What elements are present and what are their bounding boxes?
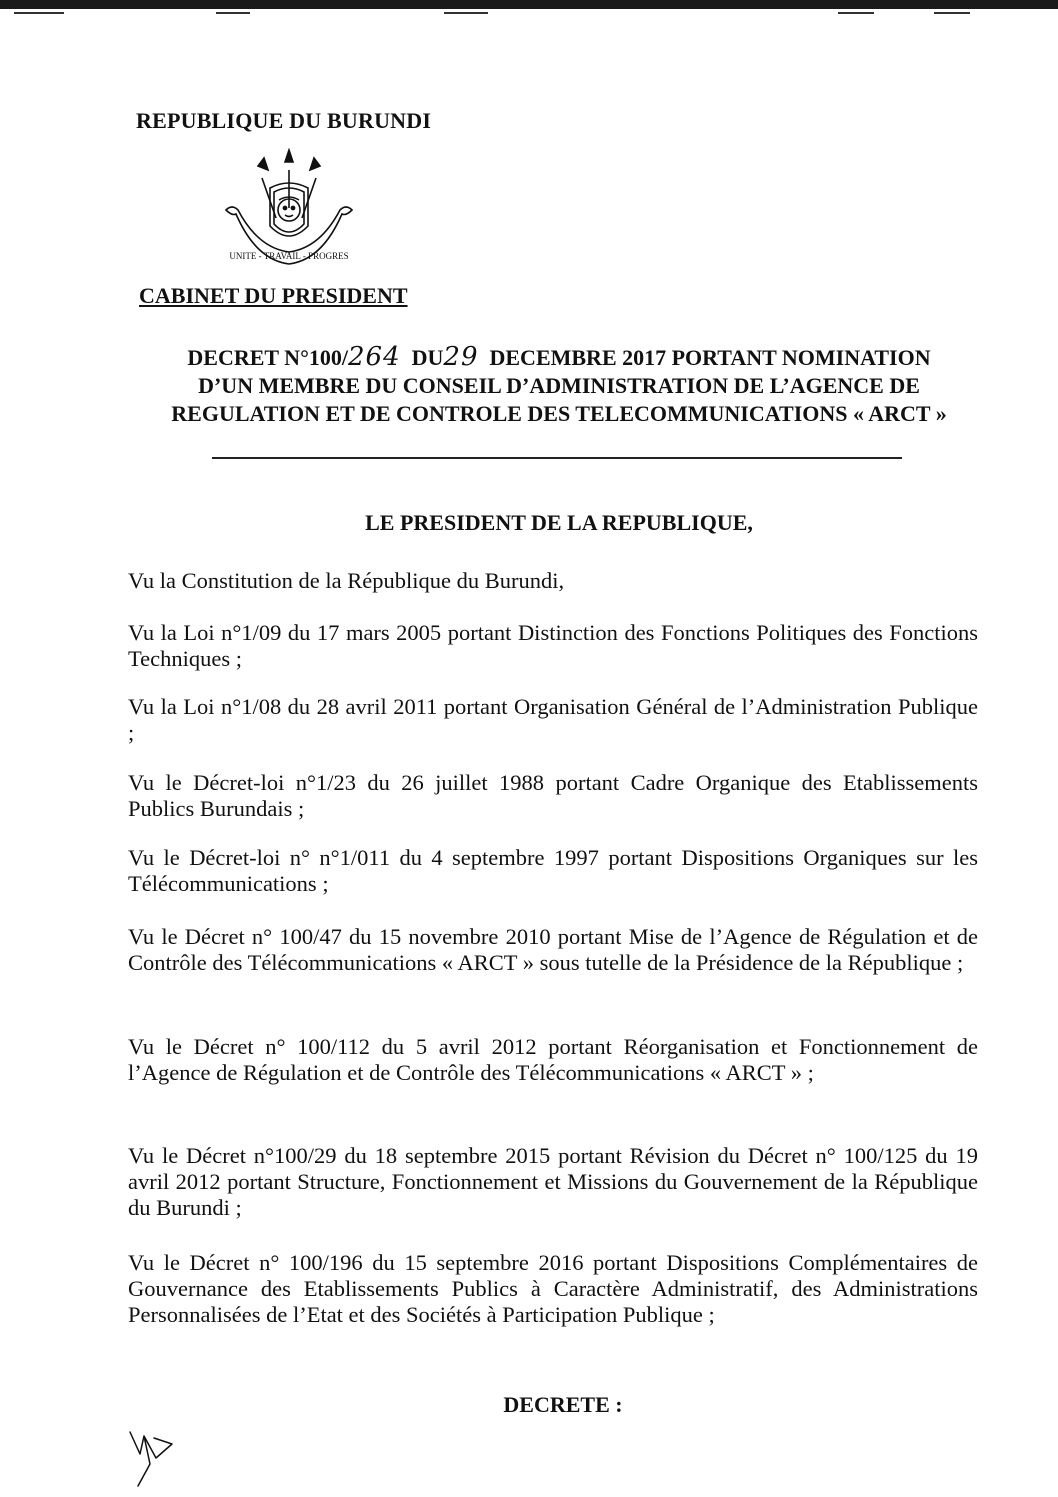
visa-paragraph: Vu le Décret-loi n°1/23 du 26 juillet 1988 portant Cadre Organique des Etablissements Publics Burundais ;: [128, 770, 978, 821]
cabinet-heading: CABINET DU PRESIDENT: [139, 283, 408, 308]
emblem-motto: UNITE - TRAVAIL - PROGRES: [229, 251, 349, 261]
visa-paragraph: Vu le Décret n°100/29 du 18 septembre 2015 portant Révision du Décret n° 100/125 du 19 avril 2012 portant Structure, Fonctionnement et Missions du Gouvernement de la République du Burundi ;: [128, 1143, 978, 1220]
scan-mark: [444, 12, 488, 14]
scan-mark: [14, 12, 64, 14]
handwritten-initials-paraph: [126, 1428, 178, 1490]
title-underline-divider: [212, 457, 902, 459]
decrete-heading: DECRETE :: [503, 1392, 623, 1417]
scan-mark: [838, 12, 874, 14]
visa-paragraph: Vu la Loi n°1/09 du 17 mars 2005 portant Distinction des Fonctions Politiques des Fonctions Techniques ;: [128, 620, 978, 671]
decree-title-line-1: [136, 343, 982, 372]
visa-paragraph: Vu la Loi n°1/08 du 28 avril 2011 portant Organisation Général de l’Administration Publique ;: [128, 694, 978, 745]
president-heading: LE PRESIDENT DE LA REPUBLIQUE,: [365, 510, 753, 535]
scan-top-border: [0, 0, 1058, 9]
handwritten-decree-day: 29: [443, 342, 479, 372]
handwritten-decree-number: 264: [347, 342, 401, 372]
decree-title-line-1-rest: DECEMBRE 2017 PORTANT NOMINATION: [489, 345, 931, 370]
decree-title-line-3: REGULATION ET DE CONTROLE DES TELECOMMUNICATIONS « ARCT »: [171, 401, 947, 426]
scan-mark: [934, 12, 970, 14]
decree-title: [136, 343, 982, 428]
scan-mark: [216, 12, 250, 14]
decree-title-line-2: D’UN MEMBRE DU CONSEIL D’ADMINISTRATION DE L’AGENCE DE: [198, 373, 920, 398]
burundi-coat-of-arms-emblem: [218, 148, 360, 273]
state-name: REPUBLIQUE DU BURUNDI: [136, 108, 432, 133]
decree-du: DU: [411, 345, 444, 370]
visa-paragraph: Vu la Constitution de la République du Burundi,: [128, 568, 565, 593]
visa-paragraph: Vu le Décret n° 100/196 du 15 septembre 2016 portant Dispositions Complémentaires de Gouvernance des Etablissements Publics à Caractère Administratif, des Administrations Personnalisées de l’Etat et des Sociétés à Participation Publique ;: [128, 1250, 978, 1327]
visa-paragraph: Vu le Décret n° 100/112 du 5 avril 2012 portant Réorganisation et Fonctionnement de l’Agence de Régulation et de Contrôle des Télécommunications « ARCT » ;: [128, 1034, 978, 1085]
visa-paragraph: Vu le Décret n° 100/47 du 15 novembre 2010 portant Mise de l’Agence de Régulation et de Contrôle des Télécommunications « ARCT » sous tutelle de la Présidence de la République ;: [128, 924, 978, 975]
decree-number-prefix: DECRET N°100/: [187, 345, 348, 370]
visa-paragraph: Vu le Décret-loi n° n°1/011 du 4 septembre 1997 portant Dispositions Organiques sur les Télécommunications ;: [128, 845, 978, 896]
